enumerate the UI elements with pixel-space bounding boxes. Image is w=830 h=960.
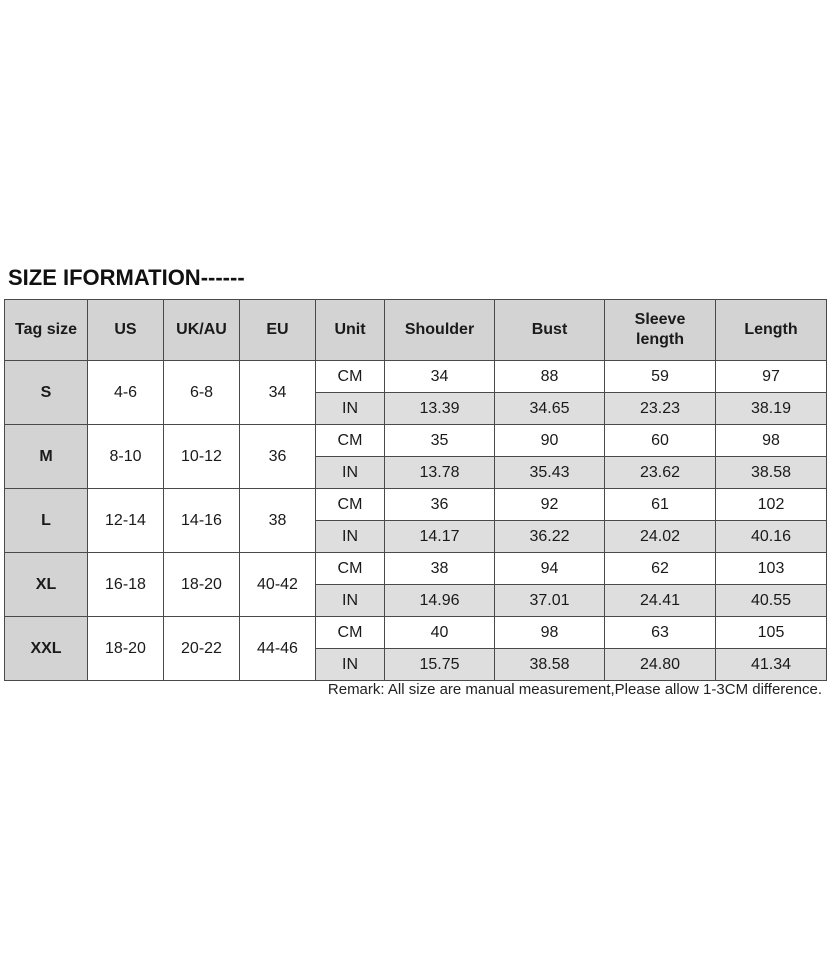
shoulder-cell: 13.78 [385,457,495,489]
header-bust: Bust [495,300,605,361]
sleeve-length-cell: 59 [605,361,716,393]
sleeve-length-cell: 62 [605,553,716,585]
length-cell: 40.16 [716,521,827,553]
tag-size-cell: L [5,489,88,553]
ukau-size-cell: 20-22 [164,617,240,681]
sleeve-length-cell: 23.23 [605,393,716,425]
unit-cell: CM [316,489,385,521]
ukau-size-cell: 14-16 [164,489,240,553]
us-size-cell: 8-10 [88,425,164,489]
length-cell: 103 [716,553,827,585]
unit-cell: IN [316,649,385,681]
unit-cell: CM [316,425,385,457]
shoulder-cell: 14.96 [385,585,495,617]
us-size-cell: 16-18 [88,553,164,617]
bust-cell: 37.01 [495,585,605,617]
tag-size-cell: M [5,425,88,489]
shoulder-cell: 36 [385,489,495,521]
header-us: US [88,300,164,361]
length-cell: 97 [716,361,827,393]
length-cell: 38.19 [716,393,827,425]
unit-cell: CM [316,553,385,585]
shoulder-cell: 13.39 [385,393,495,425]
header-sleeve-length: Sleeve length [605,300,716,361]
us-size-cell: 18-20 [88,617,164,681]
table-row-s-cm [5,361,827,393]
bust-cell: 36.22 [495,521,605,553]
sleeve-length-cell: 24.80 [605,649,716,681]
sleeve-length-cell: 24.41 [605,585,716,617]
shoulder-cell: 15.75 [385,649,495,681]
sleeve-length-cell: 24.02 [605,521,716,553]
ukau-size-cell: 10-12 [164,425,240,489]
shoulder-cell: 14.17 [385,521,495,553]
length-cell: 102 [716,489,827,521]
ukau-size-cell: 6-8 [164,361,240,425]
bust-cell: 94 [495,553,605,585]
header-ukau: UK/AU [164,300,240,361]
bust-cell: 90 [495,425,605,457]
shoulder-cell: 34 [385,361,495,393]
unit-cell: IN [316,393,385,425]
tag-size-cell: XXL [5,617,88,681]
us-size-cell: 4-6 [88,361,164,425]
bust-cell: 38.58 [495,649,605,681]
unit-cell: IN [316,457,385,489]
size-table [4,299,827,681]
shoulder-cell: 35 [385,425,495,457]
length-cell: 105 [716,617,827,649]
table-row-m-cm [5,425,827,457]
page-title: SIZE IFORMATION------ [8,265,245,290]
header-unit: Unit [316,300,385,361]
bust-cell: 98 [495,617,605,649]
length-cell: 40.55 [716,585,827,617]
header-tag-size: Tag size [5,300,88,361]
eu-size-cell: 36 [240,425,316,489]
header-row [5,300,827,361]
sleeve-length-cell: 61 [605,489,716,521]
unit-cell: CM [316,361,385,393]
tag-size-cell: XL [5,553,88,617]
eu-size-cell: 40-42 [240,553,316,617]
eu-size-cell: 44-46 [240,617,316,681]
bust-cell: 92 [495,489,605,521]
header-length: Length [716,300,827,361]
ukau-size-cell: 18-20 [164,553,240,617]
unit-cell: IN [316,585,385,617]
table-row-xxl-cm [5,617,827,649]
unit-cell: IN [316,521,385,553]
sleeve-length-cell: 23.62 [605,457,716,489]
shoulder-cell: 40 [385,617,495,649]
tag-size-cell: S [5,361,88,425]
sleeve-length-cell: 63 [605,617,716,649]
header-eu: EU [240,300,316,361]
sleeve-length-cell: 60 [605,425,716,457]
table-row-xl-cm [5,553,827,585]
us-size-cell: 12-14 [88,489,164,553]
bust-cell: 88 [495,361,605,393]
eu-size-cell: 38 [240,489,316,553]
length-cell: 41.34 [716,649,827,681]
table-row-l-cm [5,489,827,521]
unit-cell: CM [316,617,385,649]
length-cell: 38.58 [716,457,827,489]
bust-cell: 35.43 [495,457,605,489]
remark-text: Remark: All size are manual measurement,Please allow 1-3CM difference. [327,681,822,698]
header-shoulder: Shoulder [385,300,495,361]
eu-size-cell: 34 [240,361,316,425]
shoulder-cell: 38 [385,553,495,585]
length-cell: 98 [716,425,827,457]
bust-cell: 34.65 [495,393,605,425]
